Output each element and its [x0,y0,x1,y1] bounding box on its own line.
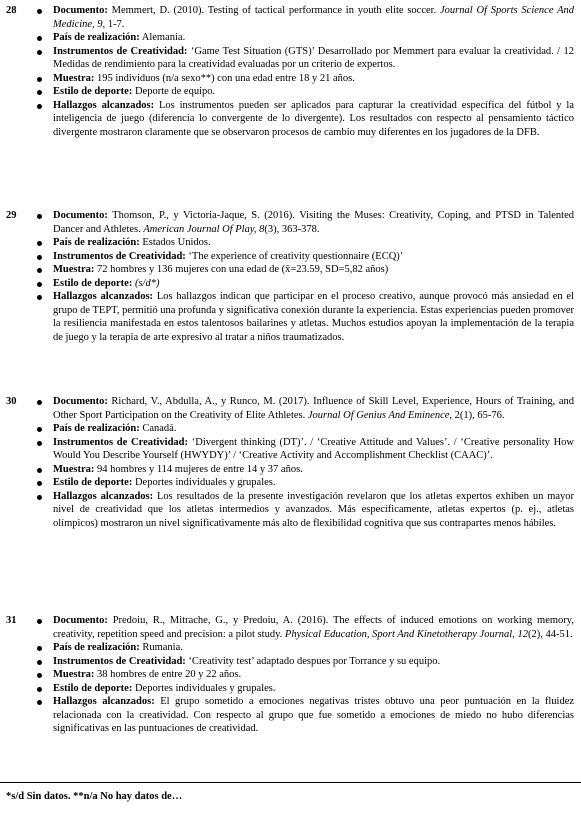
footnote: *s/d Sin datos. **n/a No hay datos de… [6,791,183,802]
estilo-label: Estilo de deporte: [53,277,133,289]
bullet-icon [37,9,42,14]
bullet-icon [37,295,42,300]
entry-details [36,614,574,736]
bullet-icon [37,427,42,432]
documento-journal: Journal Of Genius And Eminence [307,409,450,421]
hallazgos-label: Hallazgos alcanzados: [53,291,154,302]
bullet-icon [37,268,42,273]
pais-item [36,236,574,250]
pais-item [36,641,574,655]
instrumentos-label: Instrumentos de Creatividad: [53,655,186,667]
bullet-icon [37,700,42,705]
documento-label: Documento: [53,5,108,16]
muestra-label: Muestra: [53,669,95,680]
hallazgos-label: Hallazgos alcanzados: [53,490,154,502]
hallazgos-item [36,290,574,344]
instrumentos-value: ‘Divergent thinking (DT)’. / ‘Creative Attitude and Values’. / ‘Creative personality How Would You Describe Yourself (HWYDY)’ / ‘Creative Activity and Accomplishment Checklist (CAAC)’. [53,436,575,461]
hallazgos-value: Los hallazgos indican que participar en el proceso creativo, aunque provocó más ansiedad en el grupo de TEPT, permitió una profunda y significativa conexión durante la experiencia. Estas experiencias pueden promover la resiliencia manifestada en estos talentosos bailarines y atletas. Muchos estudios apoyan la implementación de la terapia de juego y la terapia de arte expresivo al tratar a niños traumatizados. [53,291,575,343]
documento-text: Predoiu, R., Mitrache, G., y Predoiu, A. (2016). The effects of induced emotions on working memory, creativity, repetition speed and precision: a pilot study. [53,615,574,640]
bullet-icon [37,673,42,678]
entry-number: 29 [6,210,17,221]
documento-journal: Physical Education, Sport And Kinetotherapy Journal, 12 [284,628,528,640]
entry-number: 30 [6,396,17,407]
instrumentos-item [36,655,574,669]
bullet-icon [37,214,42,219]
muestra-label: Muestra: [53,463,95,475]
documento-journal: Journal Of Sports Science And Medicine, 9, [53,5,575,30]
muestra-item [36,72,574,86]
instrumentos-item [36,45,574,72]
documento-text: Thomson, P., y Victoria-Jaque, S. (2016). Visiting the Muses: Creativity, Coping, and PTSD in Talented Dancer and Athletes. [53,210,574,235]
documento-item [36,4,574,31]
pais-item [36,422,574,436]
instrumentos-value: ‘The experience of creativity questionnaire (ECQ)’ [188,250,404,262]
hallazgos-label: Hallazgos alcanzados: [53,99,155,111]
pais-item [36,31,574,45]
estilo-value: Deporte de equipo. [134,86,216,97]
hallazgos-value: Los instrumentos pueden ser aplicados para capturar la creatividad específica del fútbol y la inteligencia de juego (diferencia lo convergente de lo divergente). Los resultados con respecto al pensamiento táctico divergente mostraron claramente que se observaron procesos de cambio muy diferentes en los jugadores de la DFB. [53,99,575,138]
bullet-icon [37,50,42,55]
muestra-value: 72 hombres y 136 mujeres con una edad de (x̄=23.59, SD=5,82 años) [97,264,389,275]
muestra-value: 94 hombres y 114 mujeres de entre 14 y 37 años. [97,463,303,475]
estilo-item [36,476,574,490]
muestra-label: Muestra: [53,264,95,275]
hallazgos-label: Hallazgos alcanzados: [53,696,155,707]
hallazgos-item [36,695,574,736]
muestra-item [36,463,574,477]
pais-value: Canadá. [142,423,177,434]
instrumentos-label: Instrumentos de Creatividad: [53,250,186,262]
documento-tail: (2), 44-51. [527,628,573,640]
bullet-icon [37,255,42,260]
instrumentos-value: ‘Game Test Situation (GTS)’ Desarrollado por Memmert para evaluar la creatividad. / 12 Medidas de rendimiento para la creatividad evaluadas por un criterio de expertos. [53,45,575,70]
bullet-icon [37,441,42,446]
instrumentos-label: Instrumentos de Creatividad: [53,436,188,448]
muestra-label: Muestra: [53,72,95,84]
instrumentos-item [36,436,574,463]
hallazgos-value: Los resultados de la presente investigación revelaron que los atletas expertos exhiben un mayor nivel de creatividad que los atletas intermedios y avanzados. Más específicamente, atletas expertos (p. ej., atletas olímpicos) mostraron un nivel significativamente más alto de flexibilidad cognitiva que sus contrapartes menos hábiles. [53,490,575,529]
documento-tail: , 2(1), 65-76. [449,409,505,421]
estilo-label: Estilo de deporte: [53,86,133,97]
bullet-icon [37,241,42,246]
documento-label: Documento: [53,210,108,221]
instrumentos-value: ‘Creativity test’ adaptado despues por Torrance y su equipo. [188,655,441,667]
pais-label: País de realización: [53,32,140,43]
bullet-icon [37,104,42,109]
bullet-icon [37,77,42,82]
estilo-value: (s/d*) [134,277,160,289]
hallazgos-item [36,99,574,140]
documento-item [36,614,574,641]
muestra-item [36,668,574,682]
footnote-divider [0,782,581,783]
pais-value: Alemania. [141,32,186,43]
estilo-item [36,277,574,291]
documento-journal: American Journal Of Play, 8 [143,223,265,235]
documento-label: Documento: [53,396,108,407]
muestra-value: 195 individuos (n/a sexo**) con una edad entre 18 y 21 años. [97,72,355,84]
documento-item [36,209,574,236]
pais-value: Rumania. [142,642,183,653]
documento-tail: 1-7. [107,18,125,30]
instrumentos-item [36,250,574,264]
entry-number: 31 [6,615,17,626]
bullet-icon [37,481,42,486]
estilo-item [36,682,574,696]
estilo-label: Estilo de deporte: [53,682,133,694]
pais-label: País de realización: [53,642,140,653]
bullet-icon [37,400,42,405]
bullet-icon [37,468,42,473]
entry-details [36,209,574,344]
muestra-item [36,263,574,277]
bullet-icon [37,90,42,95]
instrumentos-label: Instrumentos de Creatividad: [53,45,188,57]
documento-tail: (3), 363-378. [264,223,320,235]
documento-text: Memmert, D. (2010). Testing of tactical performance in youth elite soccer. [111,5,437,16]
bullet-icon [37,687,42,692]
entry-details [36,395,574,530]
hallazgos-value: El grupo sometido a emociones negativas tristes obtuvo una peor puntuación en la fluidez relacionada con la creatividad. Con respecto al grupo que fue sometido a emociones de miedo no hubo diferencias significativas en las puntuaciones de creatividad. [53,696,575,734]
bullet-icon [37,36,42,41]
estilo-value: Deportes individuales y grupales. [134,477,276,488]
estilo-value: Deportes individuales y grupales. [134,682,276,694]
estilo-label: Estilo de deporte: [53,477,133,488]
pais-label: País de realización: [53,423,140,434]
bullet-icon [37,660,42,665]
bullet-icon [37,282,42,287]
hallazgos-item [36,490,574,531]
pais-label: País de realización: [53,237,140,248]
entry-details [36,4,574,139]
documento-label: Documento: [53,615,108,626]
documento-item [36,395,574,422]
documento-text: Richard, V., Abdulla, A., y Runco, M. (2017). Influence of Skill Level, Experience, Hours of Training, and Other Sport Participation on the Creativity of Elite Athletes. [53,396,575,421]
bullet-icon [37,495,42,500]
bullet-icon [37,619,42,624]
muestra-value: 38 hombres de entre 20 y 22 años. [97,669,242,680]
entry-number: 28 [6,5,17,16]
bullet-icon [37,646,42,651]
estilo-item [36,85,574,99]
pais-value: Estados Unidos. [142,237,211,248]
